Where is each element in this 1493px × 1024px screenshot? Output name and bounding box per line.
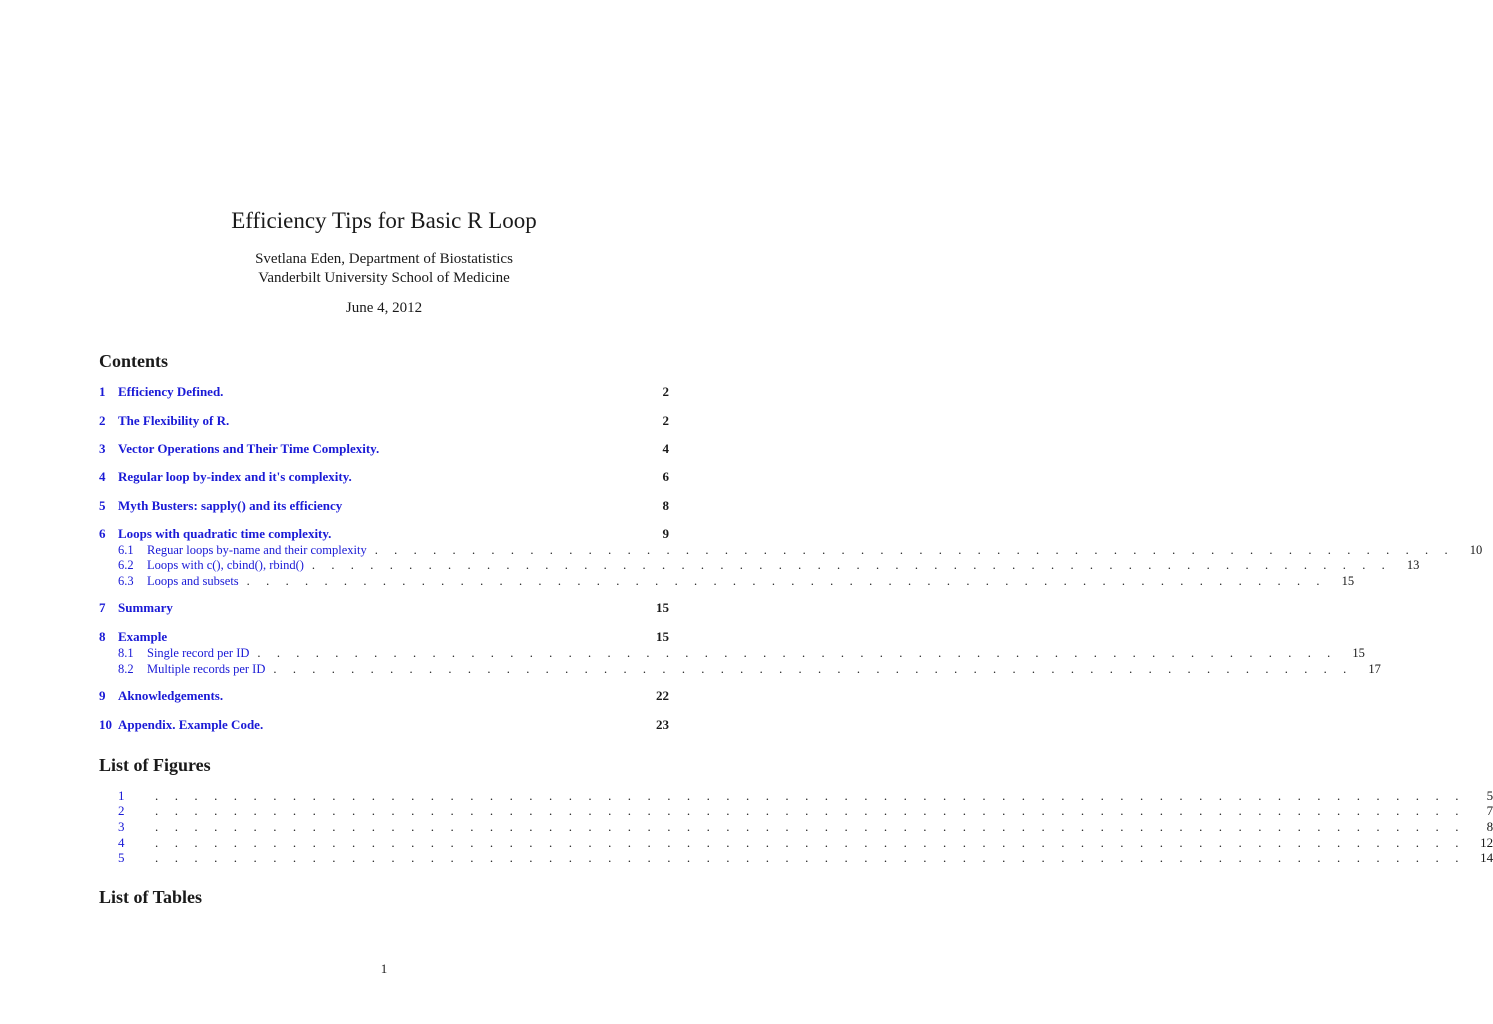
toc-entry-title[interactable]: Example bbox=[118, 629, 168, 644]
figure-number[interactable]: 2 bbox=[118, 803, 125, 818]
document-date: June 4, 2012 bbox=[345, 300, 423, 316]
list-of-tables-heading: List of Tables bbox=[99, 887, 203, 907]
author-line: Svetlana Eden, Department of Biostatistics bbox=[255, 251, 513, 267]
toc-entry-title[interactable]: Aknowledgements. bbox=[118, 688, 224, 703]
toc-subentry-number[interactable]: 8.2 bbox=[118, 662, 134, 676]
toc-entry-title[interactable]: The Flexibility of R. bbox=[118, 413, 230, 428]
toc-entry[interactable] bbox=[99, 468, 669, 486]
figure-page: 8 bbox=[1486, 819, 1493, 834]
toc-entry-page: 15 bbox=[656, 629, 669, 644]
toc-subentry-title[interactable]: Single record per ID bbox=[147, 646, 250, 660]
toc-subentry-page: 15 bbox=[1352, 646, 1365, 660]
toc-entry[interactable] bbox=[99, 383, 669, 401]
figure-page: 5 bbox=[1486, 788, 1493, 803]
toc-entry[interactable] bbox=[99, 497, 669, 515]
figure-number[interactable]: 5 bbox=[118, 850, 125, 865]
toc-entry-title[interactable]: Regular loop by-index and it's complexity. bbox=[118, 469, 352, 484]
toc-subentry-title[interactable]: Multiple records per ID bbox=[147, 662, 266, 676]
toc-entry-number[interactable]: 1 bbox=[99, 384, 106, 399]
dot-leader: . . . . . . . . . . . . . . . . . . . . . . . . . . . . . . . . . . . . . . . . . . . . . . . . . . . . . . . . . . . . . . . . . . . bbox=[155, 803, 1466, 818]
dot-leader: . . . . . . . . . . . . . . . . . . . . . . . . . . . . . . . . . . . . . . . . . . . . . . . . . . . . . . . . bbox=[374, 543, 1455, 557]
figure-list-entry[interactable] bbox=[99, 849, 1493, 867]
affiliation-line: Vanderbilt University School of Medicine bbox=[258, 270, 510, 286]
toc-entry-page: 22 bbox=[656, 688, 669, 703]
dot-leader: . . . . . . . . . . . . . . . . . . . . . . . . . . . . . . . . . . . . . . . . . . . . . . . . . . . . . . . . bbox=[257, 646, 1337, 660]
toc-entry-number[interactable]: 8 bbox=[99, 629, 106, 644]
dot-leader: . . . . . . . . . . . . . . . . . . . . . . . . . . . . . . . . . . . . . . . . . . . . . . . . . . . . . . . . . . . . . . . . . . . bbox=[155, 835, 1466, 850]
toc-entry-title[interactable]: Vector Operations and Their Time Complexity. bbox=[118, 441, 380, 456]
toc-entry[interactable] bbox=[99, 440, 669, 458]
dot-leader: . . . . . . . . . . . . . . . . . . . . . . . . . . . . . . . . . . . . . . . . . . . . . . . . . . . . . . . . . . . . . . . . . . . bbox=[155, 788, 1466, 803]
dot-leader: . . . . . . . . . . . . . . . . . . . . . . . . . . . . . . . . . . . . . . . . . . . . . . . . . . . . . . . . . . . . . . . . . . . bbox=[155, 819, 1466, 834]
contents-heading: Contents bbox=[99, 351, 169, 371]
toc-subentry[interactable] bbox=[99, 660, 1381, 678]
toc-subentry-page: 17 bbox=[1368, 662, 1381, 676]
figure-number[interactable]: 4 bbox=[118, 835, 125, 850]
toc-entry-page: 2 bbox=[662, 384, 669, 399]
toc-entry[interactable] bbox=[99, 716, 669, 734]
toc-entry-number[interactable]: 6 bbox=[99, 526, 106, 541]
toc-subentry-page: 13 bbox=[1406, 558, 1420, 572]
toc-entry-number[interactable]: 2 bbox=[99, 413, 106, 428]
toc-subentry-page: 15 bbox=[1341, 574, 1355, 588]
toc-entry-title[interactable]: Efficiency Defined. bbox=[118, 384, 224, 399]
dot-leader: . . . . . . . . . . . . . . . . . . . . . . . . . . . . . . . . . . . . . . . . . . . . . . . . . . . . . . . . . . . . . . . . . . . bbox=[155, 850, 1466, 865]
toc-entry-page: 8 bbox=[662, 498, 669, 513]
toc-entry-number[interactable]: 9 bbox=[99, 688, 106, 703]
figure-page: 7 bbox=[1486, 803, 1493, 818]
toc-entry-page: 15 bbox=[656, 600, 669, 615]
toc-entry-page: 4 bbox=[662, 441, 669, 456]
page-number: 1 bbox=[380, 961, 388, 976]
figure-number[interactable]: 3 bbox=[118, 819, 125, 834]
dot-leader: . . . . . . . . . . . . . . . . . . . . . . . . . . . . . . . . . . . . . . . . . . . . . . . . . . . . . . . . bbox=[311, 558, 1392, 572]
toc-entry-number[interactable]: 7 bbox=[99, 600, 106, 615]
dot-leader: . . . . . . . . . . . . . . . . . . . . . . . . . . . . . . . . . . . . . . . . . . . . . . . . . . . . . . . . bbox=[273, 662, 1353, 676]
toc-entry-title[interactable]: Loops with quadratic time complexity. bbox=[118, 526, 332, 541]
toc-subentry-number[interactable]: 6.2 bbox=[118, 558, 134, 572]
toc-entry-title[interactable]: Myth Busters: sapply() and its efficiency bbox=[118, 498, 343, 513]
toc-entry-page: 2 bbox=[662, 413, 669, 428]
figure-page: 12 bbox=[1480, 835, 1493, 850]
toc-entry-page: 9 bbox=[662, 526, 669, 541]
toc-entry-page: 6 bbox=[662, 469, 669, 484]
toc-entry-title[interactable]: Summary bbox=[118, 600, 173, 615]
toc-entry-number[interactable]: 10 bbox=[99, 717, 112, 732]
toc-entry-number[interactable]: 3 bbox=[99, 441, 106, 456]
toc-subentry-number[interactable]: 8.1 bbox=[118, 646, 134, 660]
document-title: Efficiency Tips for Basic R Loop bbox=[231, 208, 537, 233]
dot-leader: . . . . . . . . . . . . . . . . . . . . . . . . . . . . . . . . . . . . . . . . . . . . . . . . . . . . . . . . bbox=[246, 574, 1327, 588]
toc-subentry[interactable] bbox=[99, 572, 1355, 590]
author-block bbox=[0, 250, 768, 288]
list-of-figures-heading: List of Figures bbox=[99, 755, 211, 775]
toc-entry-number[interactable]: 4 bbox=[99, 469, 106, 484]
toc-subentry-title[interactable]: Loops with c(), cbind(), rbind() bbox=[147, 558, 304, 572]
toc-entry[interactable] bbox=[99, 599, 669, 617]
toc-subentry-number[interactable]: 6.1 bbox=[118, 543, 134, 557]
toc-subentry-page: 10 bbox=[1469, 543, 1483, 557]
figure-number[interactable]: 1 bbox=[118, 788, 125, 803]
toc-entry-number[interactable]: 5 bbox=[99, 498, 106, 513]
toc-entry[interactable] bbox=[99, 412, 669, 430]
figure-page: 14 bbox=[1480, 850, 1493, 865]
toc-entry-title[interactable]: Appendix. Example Code. bbox=[118, 717, 264, 732]
toc-subentry-title[interactable]: Reguar loops by-name and their complexity bbox=[147, 543, 367, 557]
toc-subentry-title[interactable]: Loops and subsets bbox=[147, 574, 239, 588]
toc-subentry-number[interactable]: 6.3 bbox=[118, 574, 134, 588]
toc-entry-page: 23 bbox=[656, 717, 669, 732]
title-block bbox=[0, 204, 768, 318]
toc-entry[interactable] bbox=[99, 687, 669, 705]
